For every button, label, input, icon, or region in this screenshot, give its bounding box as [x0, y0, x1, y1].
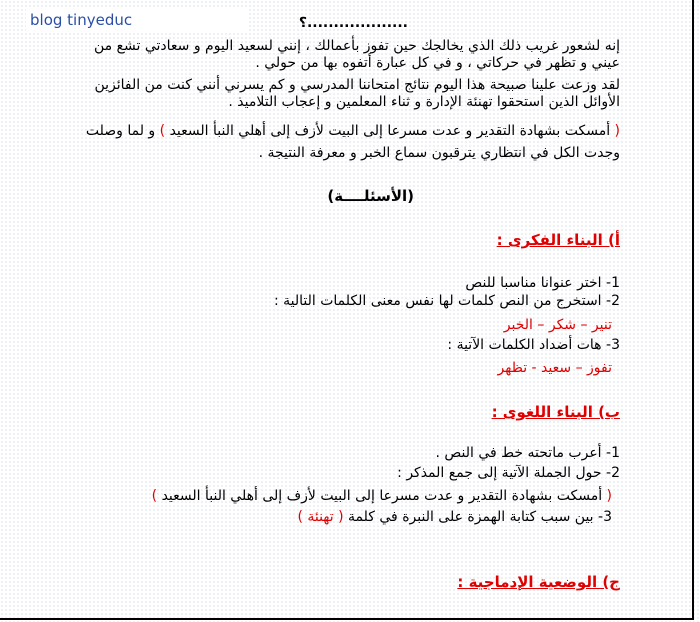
- question-item: 1- اختر عنوانا مناسبا للنص: [465, 275, 620, 291]
- passage-line-quote: [86, 123, 620, 139]
- passage-line: لقد وزعت علينا صبيحة هذا اليوم نتائج امتحاننا المدرسي و كم يسرني أنني كنت من الفائزين: [94, 77, 620, 93]
- page-border-bottom: [0, 618, 694, 620]
- quote-open: (: [614, 123, 620, 139]
- passage-line: إنه لشعور غريب ذلك الذي يخالجك حين تفوز بأعمالك ، إنني لسعيد اليوم و سعادتي تشع من: [93, 38, 620, 54]
- question-words: تفوز – سعيد - تظهر: [497, 360, 612, 376]
- passage-line: وجدت الكل في انتظاري يترقبون سماع الخبر و معرفة النتيجة .: [258, 145, 620, 161]
- section-b-heading: ب) البناء اللغوى :: [491, 403, 620, 421]
- question-text: 3- بين سبب كتابة الهمزة على النبرة في كلمة: [348, 509, 612, 525]
- question-sentence: [152, 488, 612, 504]
- quote-tail: و لما وصلت: [85, 123, 156, 139]
- blog-watermark: blog tinyeduc: [26, 8, 248, 32]
- passage-title: ...................؟: [298, 15, 408, 31]
- question-item: 3- هات أضداد الكلمات الآتية :: [447, 337, 620, 353]
- passage-line: الأوائل الذين استحقوا تهنئة الإدارة و ثناء المعلمين و إعجاب التلاميذ .: [228, 94, 620, 110]
- passage-line: عيني و تظهر في حركاتي ، و في كل عبارة أتفوه بها من حولي .: [255, 55, 620, 71]
- question-item: 1- أعرب ماتحته خط في النص .: [435, 445, 620, 461]
- questions-title: (الأسئلــــة): [327, 187, 414, 205]
- quote-text: أمسكت بشهادة التقدير و عدت مسرعا إلى البيت لأزف إلى أهلي النبأ السعيد: [169, 123, 611, 139]
- question-item: 2- حول الجملة الآتية إلى جمع المذكر :: [397, 465, 620, 481]
- question-words: تنير – شكر – الخبر: [503, 317, 612, 333]
- section-a-heading: أ) البناء الفكرى :: [496, 231, 620, 249]
- section-c-heading: ج) الوضعية الإدماجية :: [457, 573, 620, 591]
- question-word: ( تهنئة ): [297, 509, 344, 525]
- sentence-open: (: [606, 488, 612, 504]
- sentence-text: أمسكت بشهادة التقدير و عدت مسرعا إلى البيت لأزف إلى أهلي النبأ السعيد: [161, 488, 603, 504]
- question-item: [297, 509, 612, 525]
- question-item: 2- استخرج من النص كلمات لها نفس معنى الكلمات التالية :: [273, 293, 620, 309]
- quote-close: ): [159, 123, 166, 139]
- sentence-close: ): [151, 488, 158, 504]
- page-border-right: [692, 0, 694, 618]
